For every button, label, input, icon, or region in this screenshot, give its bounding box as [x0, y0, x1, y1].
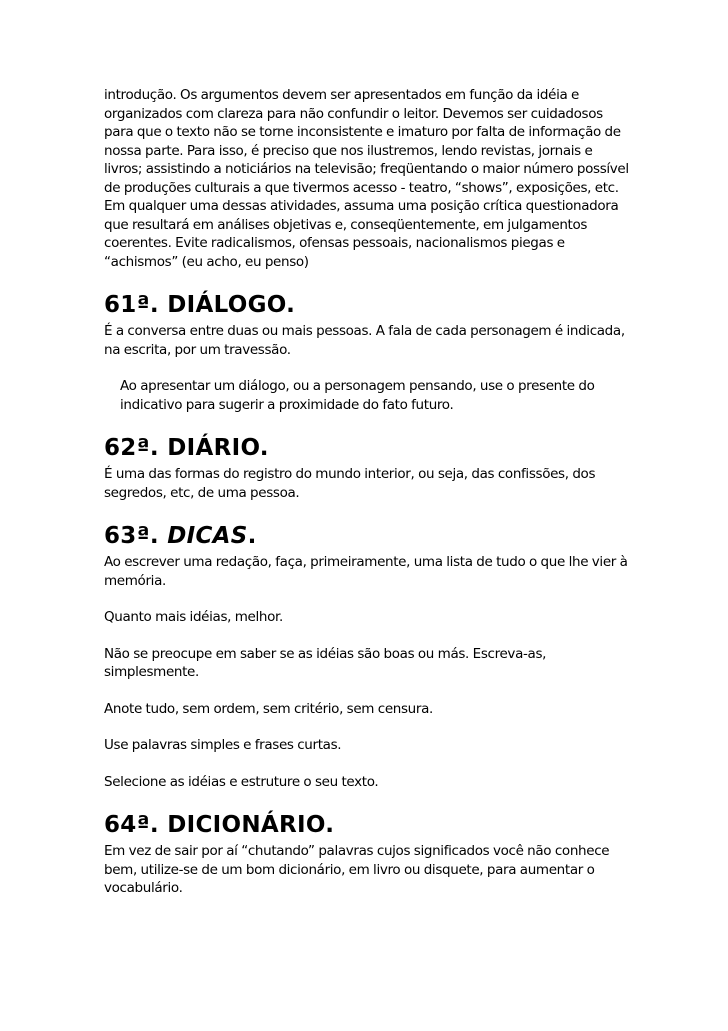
section-heading-diario — [104, 433, 634, 463]
section-title: DIÁLOGO. — [167, 292, 296, 318]
intro-paragraph: introdução. Os argumentos devem ser apresentados em função da idéia e organizados com clareza para não confundir o leitor. Devemos ser cuidadosos para que o texto não se torne inconsistente e imaturo por falta de informação de nossa parte. Para isso, é preciso que nos ilustremos, lendo revistas, jornais e livros; assistindo a noticiários na televisão; freqüentando o maior número possível de produções culturais a que tivermos acesso - teatro, “shows”, exposições, etc. Em qualquer uma dessas atividades, assuma uma posição crítica questionadora que resultará em análises objetivas e, conseqüentemente, em julgamentos coerentes. Evite radicalismos, ofensas pessoais, nacionalismos piegas e “achismos” (eu acho, eu penso) — [104, 87, 629, 270]
section-number: 61ª. — [104, 292, 159, 318]
section-number: 63ª. — [104, 523, 159, 549]
section-paragraph: É a conversa entre duas ou mais pessoas. A fala de cada personagem é indicada, na escrita, por um travessão. — [104, 323, 625, 358]
document-page — [104, 86, 634, 898]
section-paragraph: Use palavras simples e frases curtas. — [104, 737, 342, 753]
section-paragraph: Anote tudo, sem ordem, sem critério, sem censura. — [104, 700, 433, 717]
section-title: DIÁRIO. — [167, 435, 269, 461]
section-title: DICAS — [167, 523, 248, 549]
section-paragraph: É uma das formas do registro do mundo interior, ou seja, das confissões, dos segredos, etc, de uma pessoa. — [104, 466, 596, 501]
section-heading-dicionario — [104, 810, 634, 840]
section-title-suffix: . — [247, 523, 257, 549]
section-paragraph: Não se preocupe em saber se as idéias são boas ou más. Escreva-as, simplesmente. — [104, 645, 547, 680]
section-paragraph: Quanto mais idéias, melhor. — [104, 609, 283, 625]
section-title: DICIONÁRIO. — [167, 812, 335, 838]
section-paragraph: Ao apresentar um diálogo, ou a personagem pensando, use o presente do indicativo para sugerir a proximidade do fato futuro. — [120, 378, 595, 413]
section-paragraph: Selecione as idéias e estruture o seu texto. — [104, 773, 379, 790]
section-paragraph: Em vez de sair por aí “chutando” palavras cujos significados você não conhece bem, utilize-se de um bom dicionário, em livro ou disquete, para aumentar o vocabulário. — [104, 843, 610, 896]
section-paragraph: Ao escrever uma redação, faça, primeiramente, uma lista de tudo o que lhe vier à memória. — [104, 554, 628, 589]
section-heading-dicas — [104, 521, 634, 551]
section-heading-dialogo — [104, 290, 634, 320]
section-number: 62ª. — [104, 435, 159, 461]
section-number: 64ª. — [104, 812, 159, 838]
